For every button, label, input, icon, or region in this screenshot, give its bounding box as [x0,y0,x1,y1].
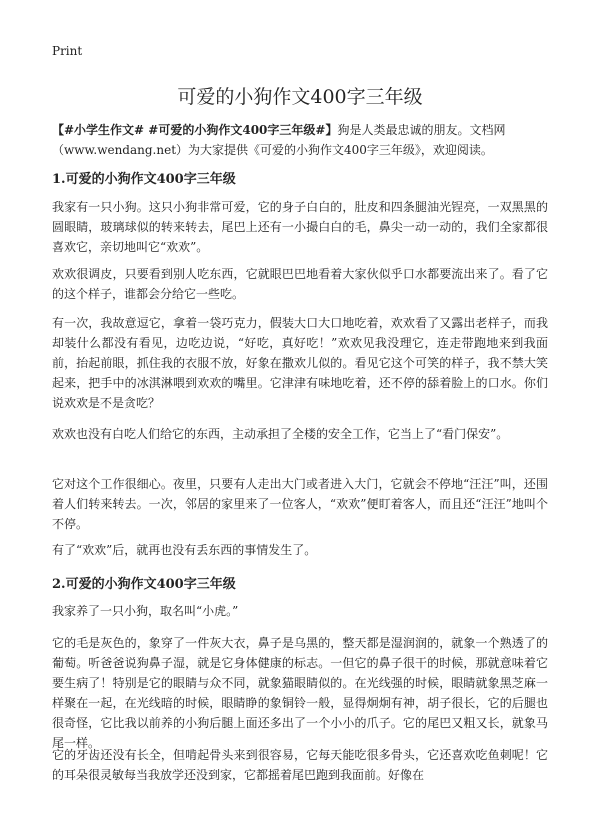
paragraph: 我家养了一只小狗，取名叫“小虎。” [52,604,239,618]
paragraph: 它对这个工作很细心。夜里，只要有人走出大门或者进入大门，它就会不停地“汪汪”叫，还围着人们转来转去。一次，邻居的家里来了一位客人，“欢欢”便盯着客人，而且还“汪汪”地叫个不停。 [52,477,548,531]
paragraph: 有了“欢欢”后，就再也没有丢东西的事情发生了。 [52,543,317,557]
paragraph: 欢欢也没有白吃人们给它的东西，主动承担了全楼的安全工作，它当上了“看门保安”。 [52,427,509,441]
intro-paragraph [52,120,548,160]
intro-tag: 【#小学生作文# #可爱的小狗作文400字三年级#】 [52,123,338,137]
paragraph: 欢欢很调皮，只要看到别人吃东西，它就眼巴巴地看着大家伙似乎口水都要流出来了。看了它的这个样子，谁都会分给它一些吃。 [52,267,548,301]
page-title: 可爱的小狗作文400字三年级 [177,86,423,108]
section-heading-2: 2.可爱的小狗作文400字三年级 [52,577,236,592]
paragraph: 有一次，我故意逗它，拿着一袋巧克力，假装大口大口地吃着，欢欢看了又露出老样子，而我却装什么都没有看见，边吃边说，“好吃，真好吃！”欢欢见我没理它，连走带跑地来到我面前，抬起前眼，抓住我的衣服不放，好象在撒欢儿似的。看见它这个可笑的样子，我不禁大笑起来，把手中的冰淇淋喂到欢欢的嘴里。它津津有味地吃着，还不停的舔着脸上的口水。你们说欢欢是不是贪吃？ [52,316,548,410]
paragraph: 它的毛是灰色的，象穿了一件灰大衣，鼻子是乌黑的，整天都是湿润润的，就象一个熟透了的葡萄。听爸爸说狗鼻子湿，就是它身体健康的标志。一但它的鼻子很干的时候，那就意味着它要生病了！特别是它的眼睛与众不同，就象猫眼睛似的。在光线强的时候，眼睛就象黑芝麻一样聚在一起，在光线暗的时候，眼睛睁的象铜铃一般，显得炯炯有神，胡子很长，它的后腿也很奇怪，它比我以前养的小狗后腿上面还多出了一个小小的爪子。它的尾巴又粗又长，就象马尾一样。 [52,636,548,750]
section-heading-1: 1.可爱的小狗作文400字三年级 [52,172,236,187]
paragraph: 它的牙齿还没有长全，但啃起骨头来到很容易，它每天能吃很多骨头，它还喜欢吃鱼刺呢！它的耳朵很灵敏每当我放学还没到家，它都摇着尾巴跑到我面前。好像在 [52,748,548,782]
paragraph: 我家有一只小狗。这只小狗非常可爱，它的身子白白的，肚皮和四条腿油光锃亮，一双黑黑的圆眼睛，玻璃球似的转来转去，尾巴上还有一小撮白白的毛，鼻尖一动一动的，我们全家都很喜欢它，亲切地叫它“欢欢”。 [52,200,548,254]
print-link[interactable]: Print [52,44,83,58]
intro-text: 狗是人类最忠诚的朋友。文档网（www.wendang.net）为大家提供《可爱的小狗作文400字三年级》，欢迎阅读。 [52,123,506,157]
